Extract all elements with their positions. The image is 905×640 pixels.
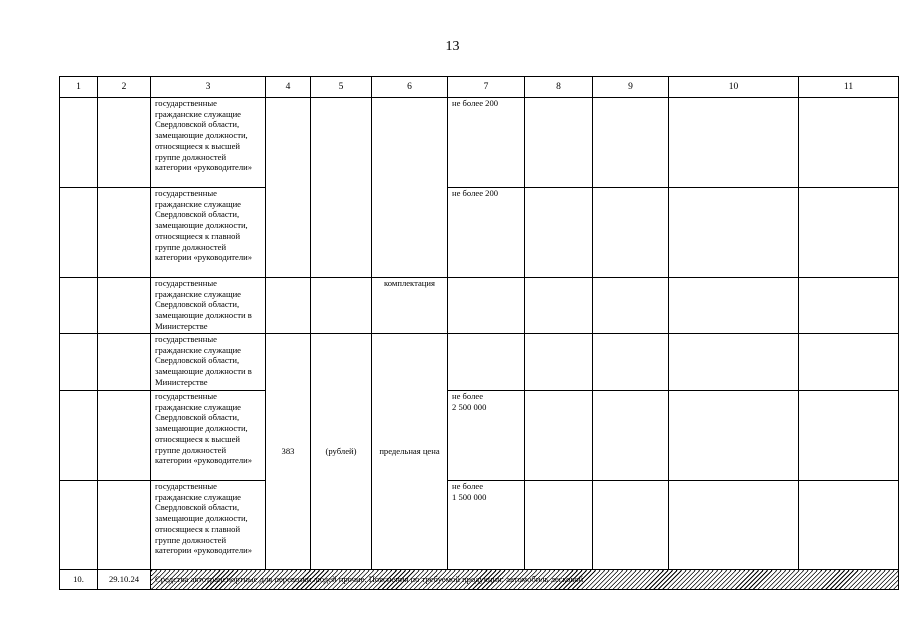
characteristic-cell: предельная цена <box>372 334 448 570</box>
section-title-cell <box>151 570 899 590</box>
table-cell <box>669 334 799 391</box>
category-cell: государственные гражданские служащие Свердловской области, замещающие должности в Министерстве <box>151 334 266 391</box>
header-cell: 6 <box>372 77 448 98</box>
table-row <box>60 391 899 481</box>
table-cell <box>799 481 899 570</box>
table-cell <box>448 278 525 334</box>
header-cell: 2 <box>98 77 151 98</box>
header-cell: 8 <box>525 77 593 98</box>
table-cell <box>525 481 593 570</box>
table-cell <box>98 188 151 278</box>
header-cell: 5 <box>311 77 372 98</box>
table-cell <box>372 98 448 278</box>
procurement-table <box>59 76 899 590</box>
table-cell <box>60 98 98 188</box>
table-cell <box>799 391 899 481</box>
table-cell <box>799 334 899 391</box>
category-cell: государственные гражданские служащие Свердловской области, замещающие должности, относящиеся к главной группе должностей категории «руководители» <box>151 188 266 278</box>
table-cell <box>60 391 98 481</box>
value-cell: не более 1 500 000 <box>448 481 525 570</box>
table-cell <box>60 481 98 570</box>
table-cell <box>669 481 799 570</box>
table-cell <box>593 98 669 188</box>
table-cell <box>98 98 151 188</box>
table-cell <box>669 98 799 188</box>
value-cell: не более 200 <box>448 188 525 278</box>
table-cell <box>593 188 669 278</box>
table-cell <box>593 334 669 391</box>
date-cell: 29.10.24 <box>98 570 151 590</box>
table-cell <box>266 278 311 334</box>
table-cell <box>60 278 98 334</box>
table-cell <box>98 278 151 334</box>
header-cell: 4 <box>266 77 311 98</box>
table-row <box>60 481 899 570</box>
table-cell <box>669 391 799 481</box>
table-cell <box>98 334 151 391</box>
header-cell: 1 <box>60 77 98 98</box>
table-cell <box>60 188 98 278</box>
table-cell <box>448 334 525 391</box>
category-cell: государственные гражданские служащие Свердловской области, замещающие должности, относящиеся к высшей группе должностей категории «руководители» <box>151 391 266 481</box>
table-cell <box>311 98 372 278</box>
unit-name-cell: (рублей) <box>311 334 372 570</box>
category-cell: государственные гражданские служащие Свердловской области, замещающие должности, относящиеся к главной группе должностей категории «руководители» <box>151 481 266 570</box>
header-cell: 3 <box>151 77 266 98</box>
table-cell <box>525 98 593 188</box>
unit-code-cell: 383 <box>266 334 311 570</box>
table-cell <box>525 391 593 481</box>
table-cell <box>799 98 899 188</box>
table-cell <box>60 334 98 391</box>
table-row <box>60 570 899 590</box>
page-number: 13 <box>445 39 460 54</box>
category-cell: государственные гражданские служащие Свердловской области, замещающие должности, относящиеся к высшей группе должностей категории «руководители» <box>151 98 266 188</box>
header-cell: 7 <box>448 77 525 98</box>
header-cell: 9 <box>593 77 669 98</box>
header-cell: 10 <box>669 77 799 98</box>
table-header-row <box>60 77 899 98</box>
row-number-cell: 10. <box>60 570 98 590</box>
table-row <box>60 278 899 334</box>
table-cell <box>799 278 899 334</box>
table-row <box>60 98 899 188</box>
value-cell: не более 200 <box>448 98 525 188</box>
table-row <box>60 188 899 278</box>
table-cell <box>593 481 669 570</box>
table-cell <box>593 391 669 481</box>
table-cell <box>311 278 372 334</box>
table-cell <box>98 391 151 481</box>
table-cell <box>266 98 311 278</box>
table-cell <box>525 278 593 334</box>
table-cell <box>669 278 799 334</box>
characteristic-cell: комплектация <box>372 278 448 334</box>
value-cell: не более 2 500 000 <box>448 391 525 481</box>
table-cell <box>525 334 593 391</box>
table-cell <box>593 278 669 334</box>
table-cell <box>799 188 899 278</box>
category-cell: государственные гражданские служащие Свердловской области, замещающие должности в Министерстве <box>151 278 266 334</box>
table-cell <box>98 481 151 570</box>
table-cell <box>669 188 799 278</box>
table-row <box>60 334 899 391</box>
table-cell <box>525 188 593 278</box>
header-cell: 11 <box>799 77 899 98</box>
section-title-text: Средства автотранспортные для перевозки людей прочие. Пояснения по требуемой продукции: автомобиль легковой <box>155 574 584 585</box>
